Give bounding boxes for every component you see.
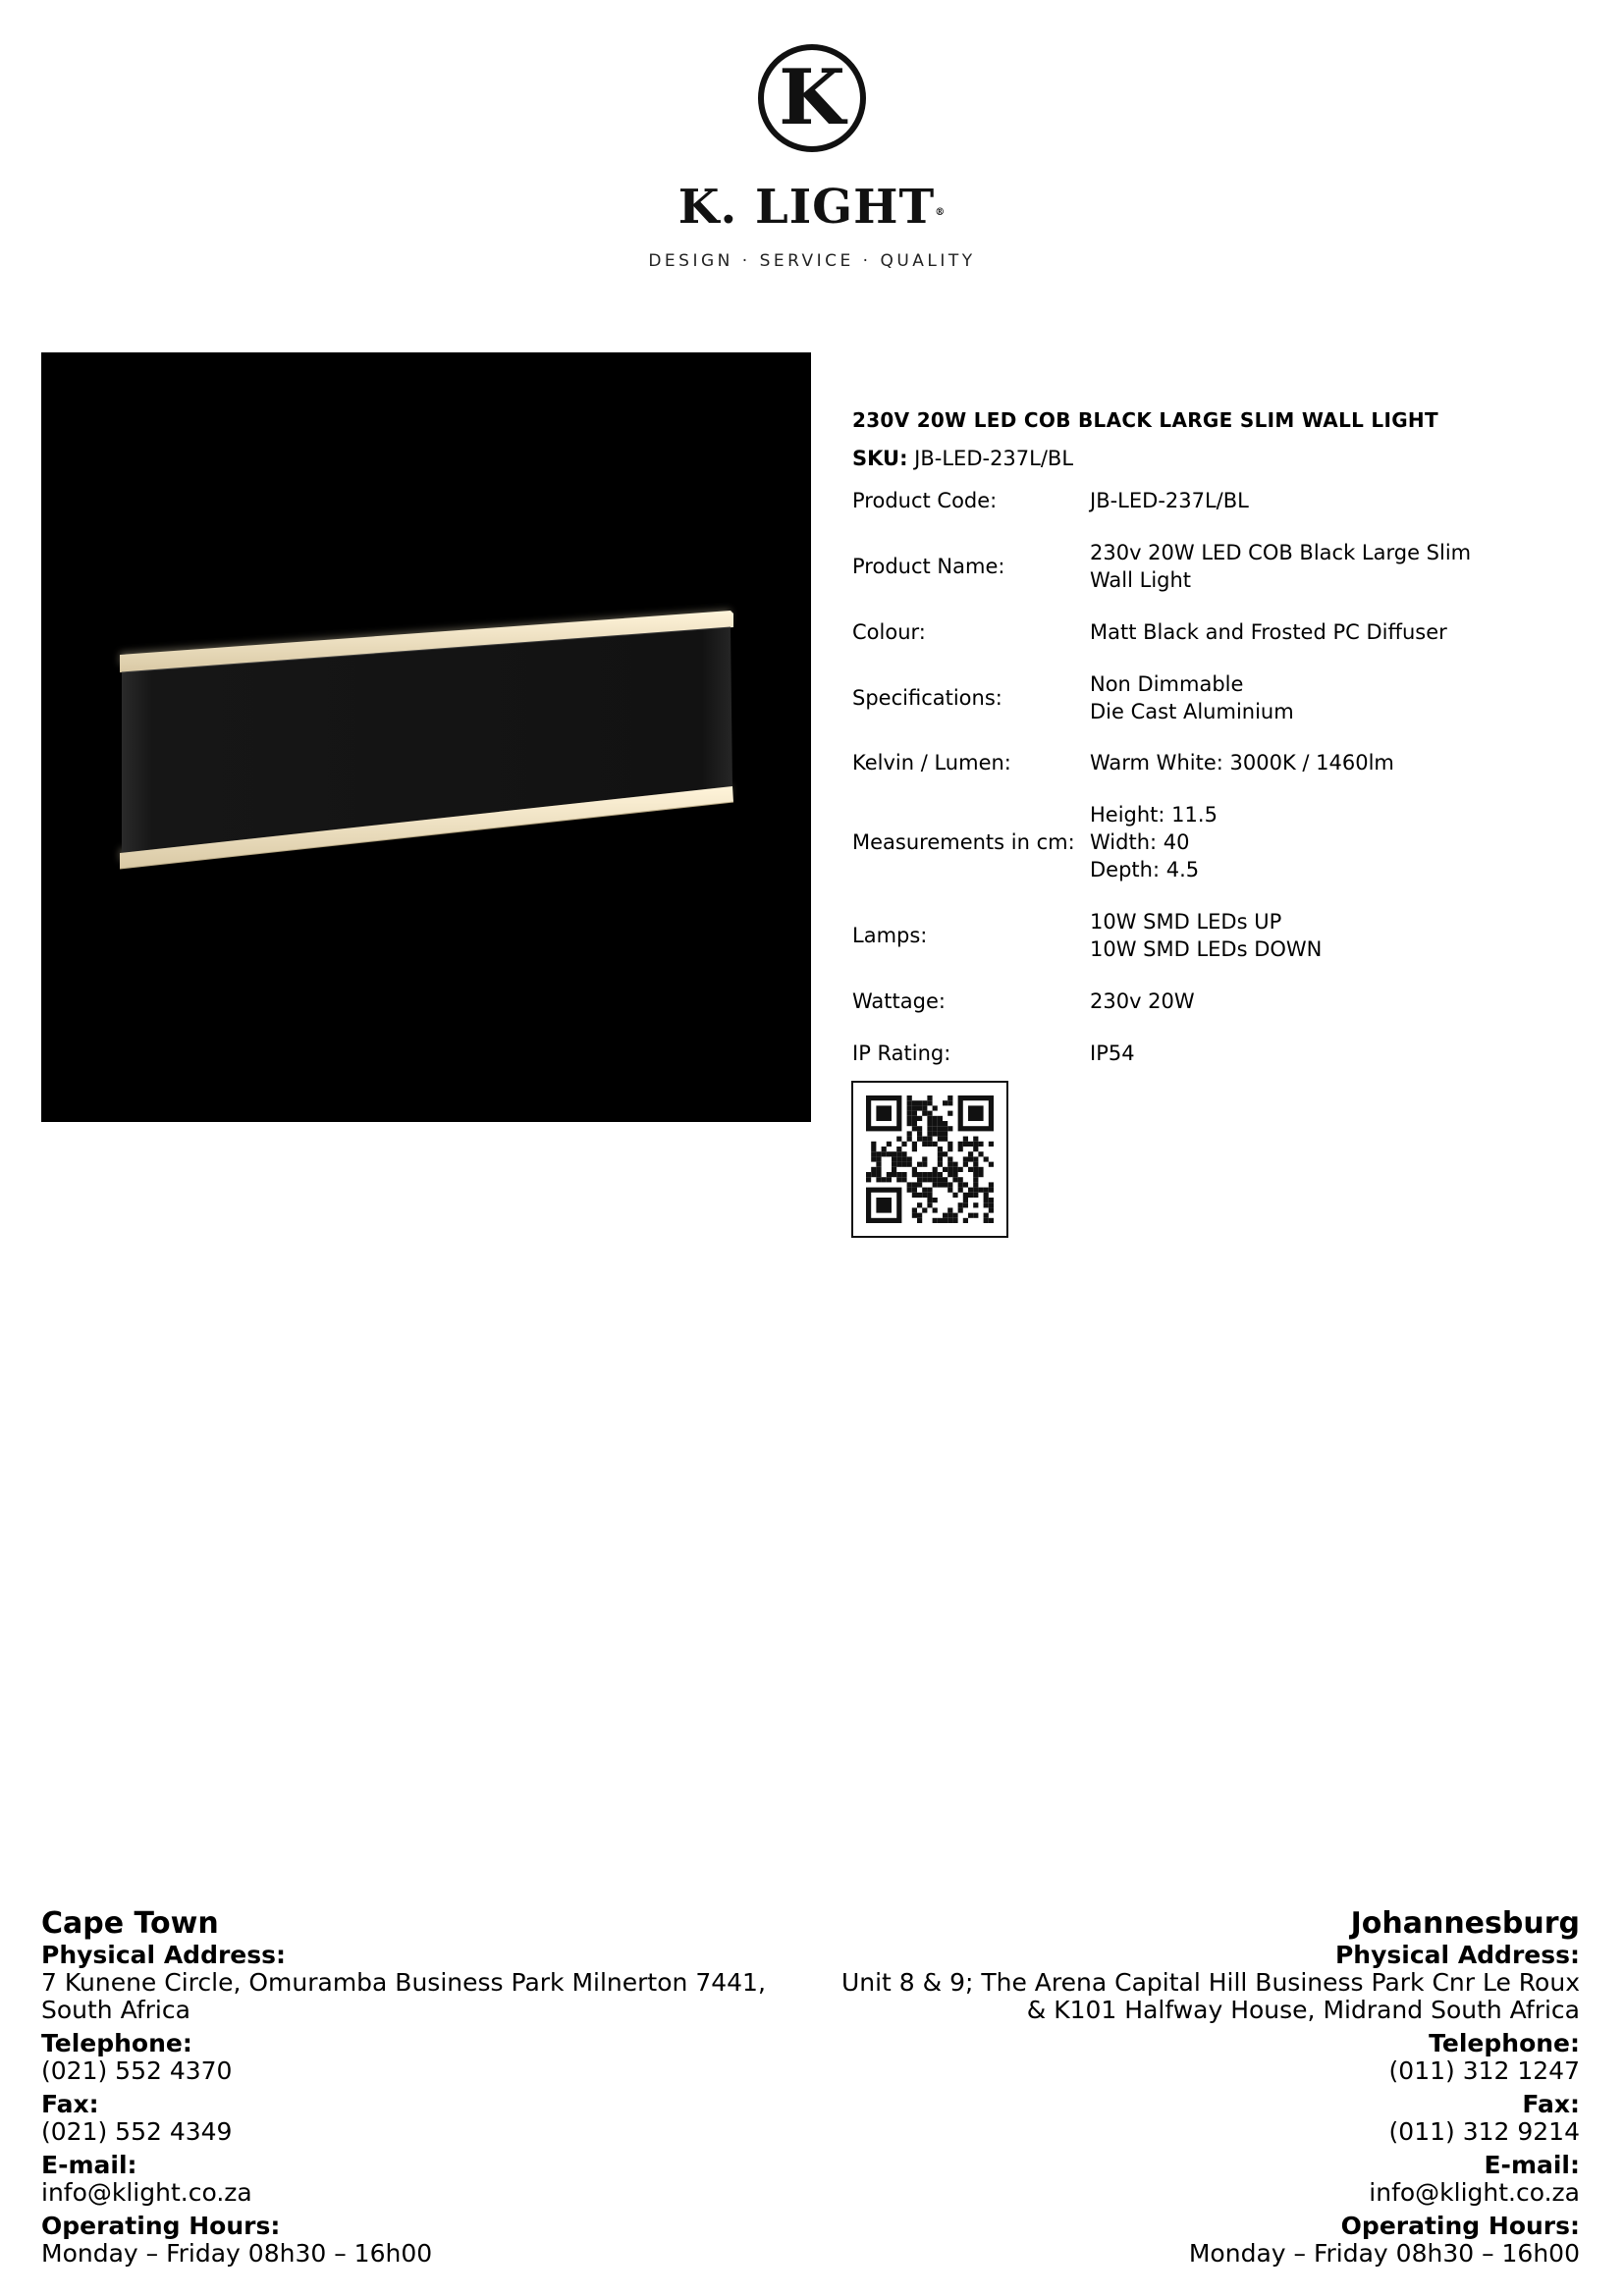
spec-value-line: 230v 20W (1090, 989, 1195, 1013)
fax-value: (021) 552 4349 (41, 2117, 233, 2146)
spec-value (1090, 487, 1249, 514)
office-city: Johannesburg (1350, 1906, 1580, 1941)
sku-value: JB-LED-237L/BL (914, 447, 1074, 470)
spec-value-line: 10W SMD LEDs DOWN (1090, 937, 1323, 961)
email-value[interactable]: info@klight.co.za (41, 2178, 252, 2207)
logo-letter: K (779, 53, 845, 142)
address-label: Physical Address: (41, 1941, 287, 1969)
spec-row-ip-rating (852, 1040, 1540, 1067)
spec-label: Specifications: (852, 686, 1002, 710)
sku-label: SKU: (852, 447, 908, 470)
hours-value: Monday – Friday 08h30 – 16h00 (1188, 2239, 1580, 2268)
spec-label: Lamps: (852, 924, 928, 947)
spec-label: Measurements in cm: (852, 830, 1075, 854)
telephone-value: (021) 552 4370 (41, 2056, 233, 2085)
spec-value (1090, 618, 1447, 646)
address-line: South Africa (41, 1996, 190, 2024)
spec-row-wattage (852, 988, 1540, 1015)
spec-row-colour (852, 618, 1540, 646)
spec-value (1090, 670, 1294, 725)
hours-value: Monday – Friday 08h30 – 16h00 (41, 2239, 433, 2268)
qr-code-graphic (853, 1083, 1006, 1236)
office-johannesburg (841, 1906, 1580, 2268)
spec-value-line: Height: 11.5 (1090, 803, 1218, 827)
spec-value-line: 230v 20W LED COB Black Large Slim (1090, 541, 1472, 564)
spec-value-line: IP54 (1090, 1041, 1135, 1065)
spec-label: Colour: (852, 620, 926, 644)
spec-label: Kelvin / Lumen: (852, 751, 1011, 774)
spec-value-line: JB-LED-237L/BL (1090, 489, 1249, 512)
spec-value-line: Warm White: 3000K / 1460lm (1090, 751, 1394, 774)
spec-value-line: Width: 40 (1090, 830, 1190, 854)
spec-label: Wattage: (852, 989, 946, 1013)
office-cape-town (41, 1906, 766, 2268)
hours-label: Operating Hours: (41, 2212, 281, 2240)
address-line: & K101 Halfway House, Midrand South Africa (1026, 1996, 1580, 2024)
spec-value-line: Non Dimmable (1090, 672, 1244, 696)
spec-value-line: Matt Black and Frosted PC Diffuser (1090, 620, 1447, 644)
wall-light-illustration (41, 352, 811, 1122)
spec-label: Product Code: (852, 489, 998, 512)
address-line: 7 Kunene Circle, Omuramba Business Park Milnerton 7441, (41, 1968, 766, 1997)
office-city: Cape Town (41, 1906, 219, 1941)
hours-label: Operating Hours: (1340, 2212, 1580, 2240)
spec-row-product-name (852, 539, 1540, 594)
spec-value (1090, 749, 1394, 776)
telephone-value: (011) 312 1247 (1388, 2056, 1580, 2085)
spec-value-line: Die Cast Aluminium (1090, 700, 1294, 723)
email-value[interactable]: info@klight.co.za (1369, 2178, 1580, 2207)
telephone-label: Telephone: (1429, 2029, 1580, 2057)
spec-label: IP Rating: (852, 1041, 951, 1065)
spec-value (1090, 539, 1471, 594)
spec-row-lamps (852, 908, 1540, 963)
qr-code[interactable] (851, 1081, 1008, 1238)
sku-line (852, 447, 1073, 470)
brand-name-text: K. LIGHT (677, 180, 936, 235)
brand-logo-mark (758, 44, 866, 152)
spec-label: Product Name: (852, 555, 1005, 578)
spec-value-line: Depth: 4.5 (1090, 858, 1200, 881)
spec-value-line: 10W SMD LEDs UP (1090, 910, 1282, 934)
spec-row-specifications (852, 670, 1540, 725)
spec-value (1090, 988, 1195, 1015)
spec-value (1090, 1040, 1135, 1067)
fax-value: (011) 312 9214 (1388, 2117, 1580, 2146)
product-image (41, 352, 811, 1122)
spec-row-kelvin-lumen (852, 749, 1540, 776)
spec-row-product-code (852, 487, 1540, 514)
product-title: 230V 20W LED COB BLACK LARGE SLIM WALL LIGHT (852, 408, 1438, 432)
spec-value (1090, 908, 1322, 963)
fax-label: Fax: (41, 2090, 99, 2118)
fax-label: Fax: (1522, 2090, 1580, 2118)
email-label: E-mail: (1484, 2151, 1580, 2179)
address-line: Unit 8 & 9; The Arena Capital Hill Business Park Cnr Le Roux (840, 1968, 1580, 1997)
spec-row-measurements (852, 801, 1540, 883)
spec-value (1090, 801, 1218, 883)
email-label: E-mail: (41, 2151, 137, 2179)
telephone-label: Telephone: (41, 2029, 192, 2057)
address-label: Physical Address: (1334, 1941, 1580, 1969)
registered-mark: ® (935, 207, 947, 218)
spec-value-line: Wall Light (1090, 568, 1192, 592)
brand-tagline: DESIGN · SERVICE · QUALITY (648, 251, 976, 271)
brand-name (0, 180, 1624, 235)
